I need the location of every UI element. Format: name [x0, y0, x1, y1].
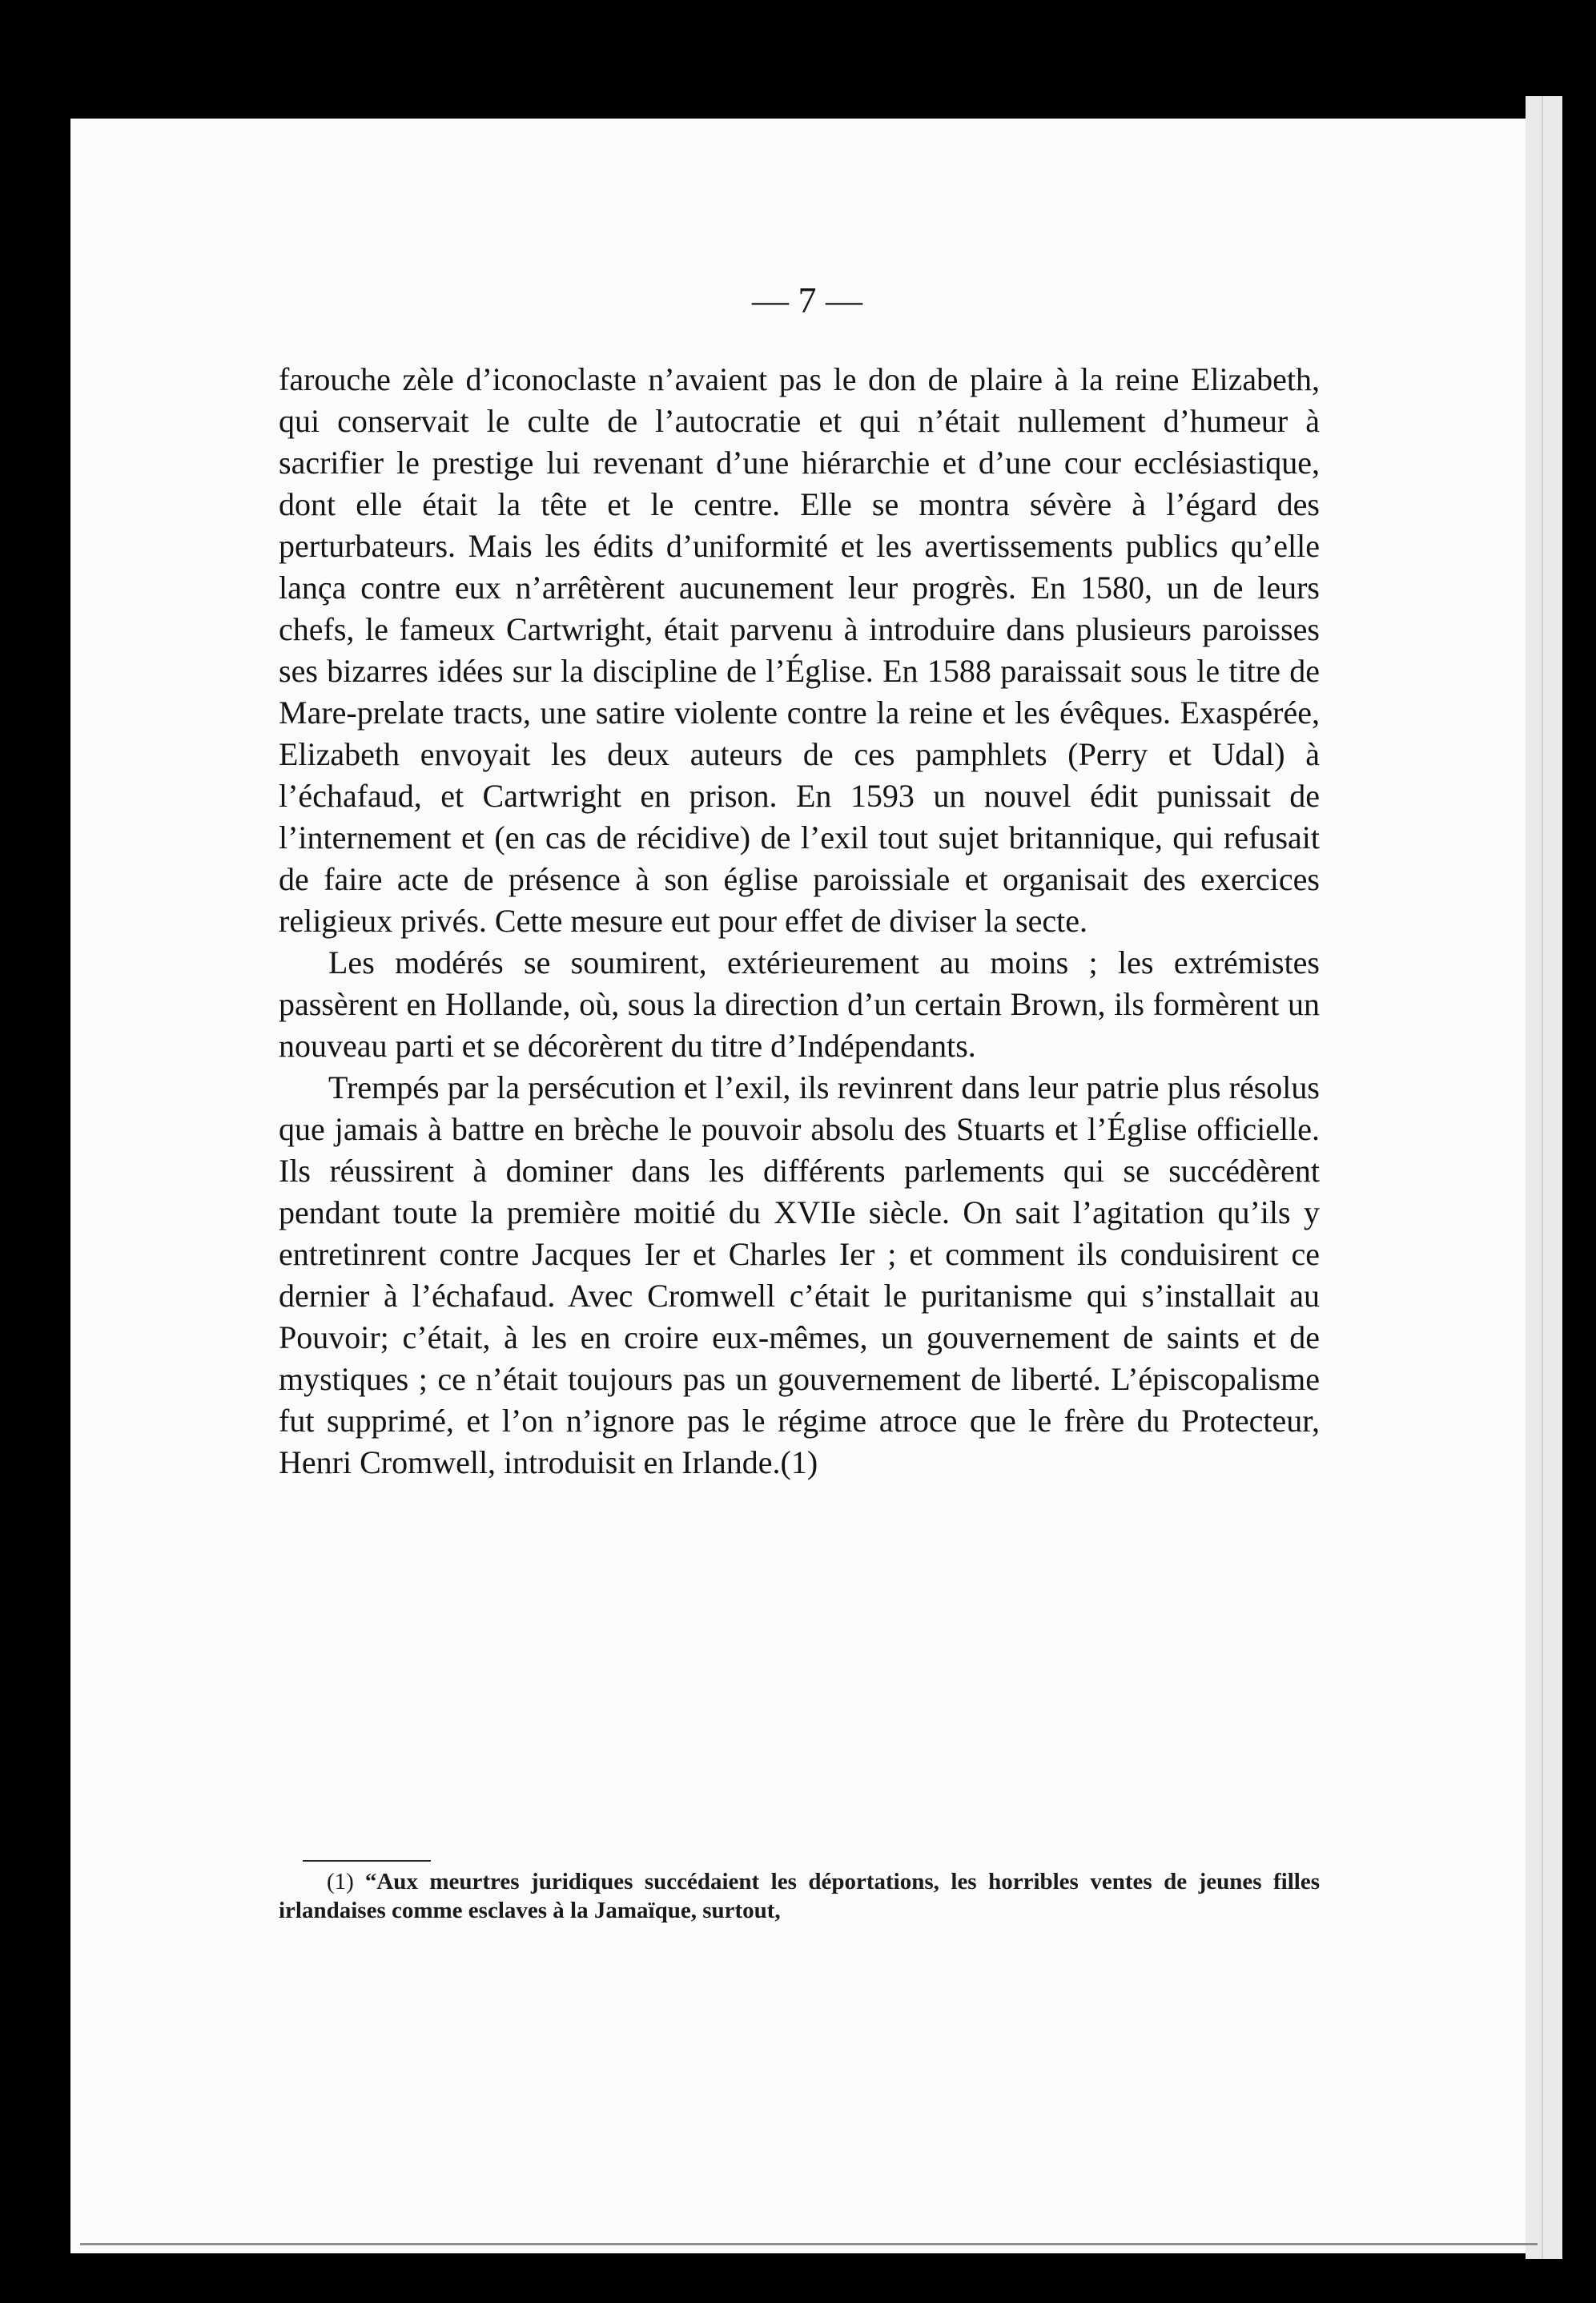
footnote-divider [303, 1860, 431, 1862]
scan-bottom-edge [80, 2243, 1538, 2245]
paragraph-3: Trempés par la persécution et l’exil, ils revinrent dans leur patrie plus résolus que jamais à battre en brèche le pouvoir absolu des Stuarts et l’Église officielle. Ils réussirent à dominer dans les différents parlements qui se succédèrent pendant toute la première moitié du XVIIe siècle. On sait l’agitation qu’ils y entretinrent contre Jacques Ier et Charles Ier ; et comment ils conduisirent ce dernier à l’échafaud. Avec Cromwell c’était le puritanisme qui s’installait au Pouvoir; c’était, à les en croire eux-mêmes, un gouvernement de saints et de mystiques ; ce n’était toujours pas un gouvernement de liberté. L’épiscopalisme fut supprimé, et l’on n’ignore pas le régime atroce que le frère du Protecteur, Henri Cromwell, introduisit en Irlande.(1) [279, 1069, 1320, 1480]
page-edge [1526, 96, 1562, 2259]
page-number: — 7 — [752, 280, 862, 320]
paragraph-2: Les modérés se soumirent, extérieurement au moins ; les extrémistes passèrent en Hollande, où, sous la direction d’un certain Brown, ils formèrent un nouveau parti et se décorèrent du titre d’Indépendants. [279, 944, 1320, 1064]
footnote-text: “Aux meurtres juridiques succédaient les déportations, les horribles ventes de jeunes filles irlandaises comme esclaves à la Jamaïque, surtout, [279, 1869, 1320, 1923]
document-page [70, 119, 1544, 2253]
footnote [279, 1867, 1320, 1925]
paragraph-1: farouche zèle d’iconoclaste n’avaient pas le don de plaire à la reine Elizabeth, qui conservait le culte de l’autocratie et qui n’était nullement d’humeur à sacrifier le prestige lui revenant d’une hiérarchie et d’une cour ecclésiastique, dont elle était la tête et le centre. Elle se montra sévère à l’égard des perturbateurs. Mais les édits d’uniformité et les avertissements publics qu’elle lança contre eux n’arrêtèrent aucunement leur progrès. En 1580, un de leurs chefs, le fameux Cartwright, était parvenu à introduire dans plusieurs paroisses ses bizarres idées sur la discipline de l’Église. En 1588 paraissait sous le titre de Mare-prelate tracts, une satire violente contre la reine et les évêques. Exaspérée, Elizabeth envoyait les deux auteurs de ces pamphlets (Perry et Udal) à l’échafaud, et Cartwright en prison. En 1593 un nouvel édit punissait de l’internement et (en cas de récidive) de l’exil tout sujet britannique, qui refusait de faire acte de présence à son église paroissiale et organisait des exercices religieux privés. Cette mesure eut pour effet de diviser la secte. [279, 361, 1320, 939]
body-text [279, 359, 1320, 1484]
footnote-mark: (1) [327, 1869, 354, 1894]
page-edge-line [1542, 96, 1543, 2259]
